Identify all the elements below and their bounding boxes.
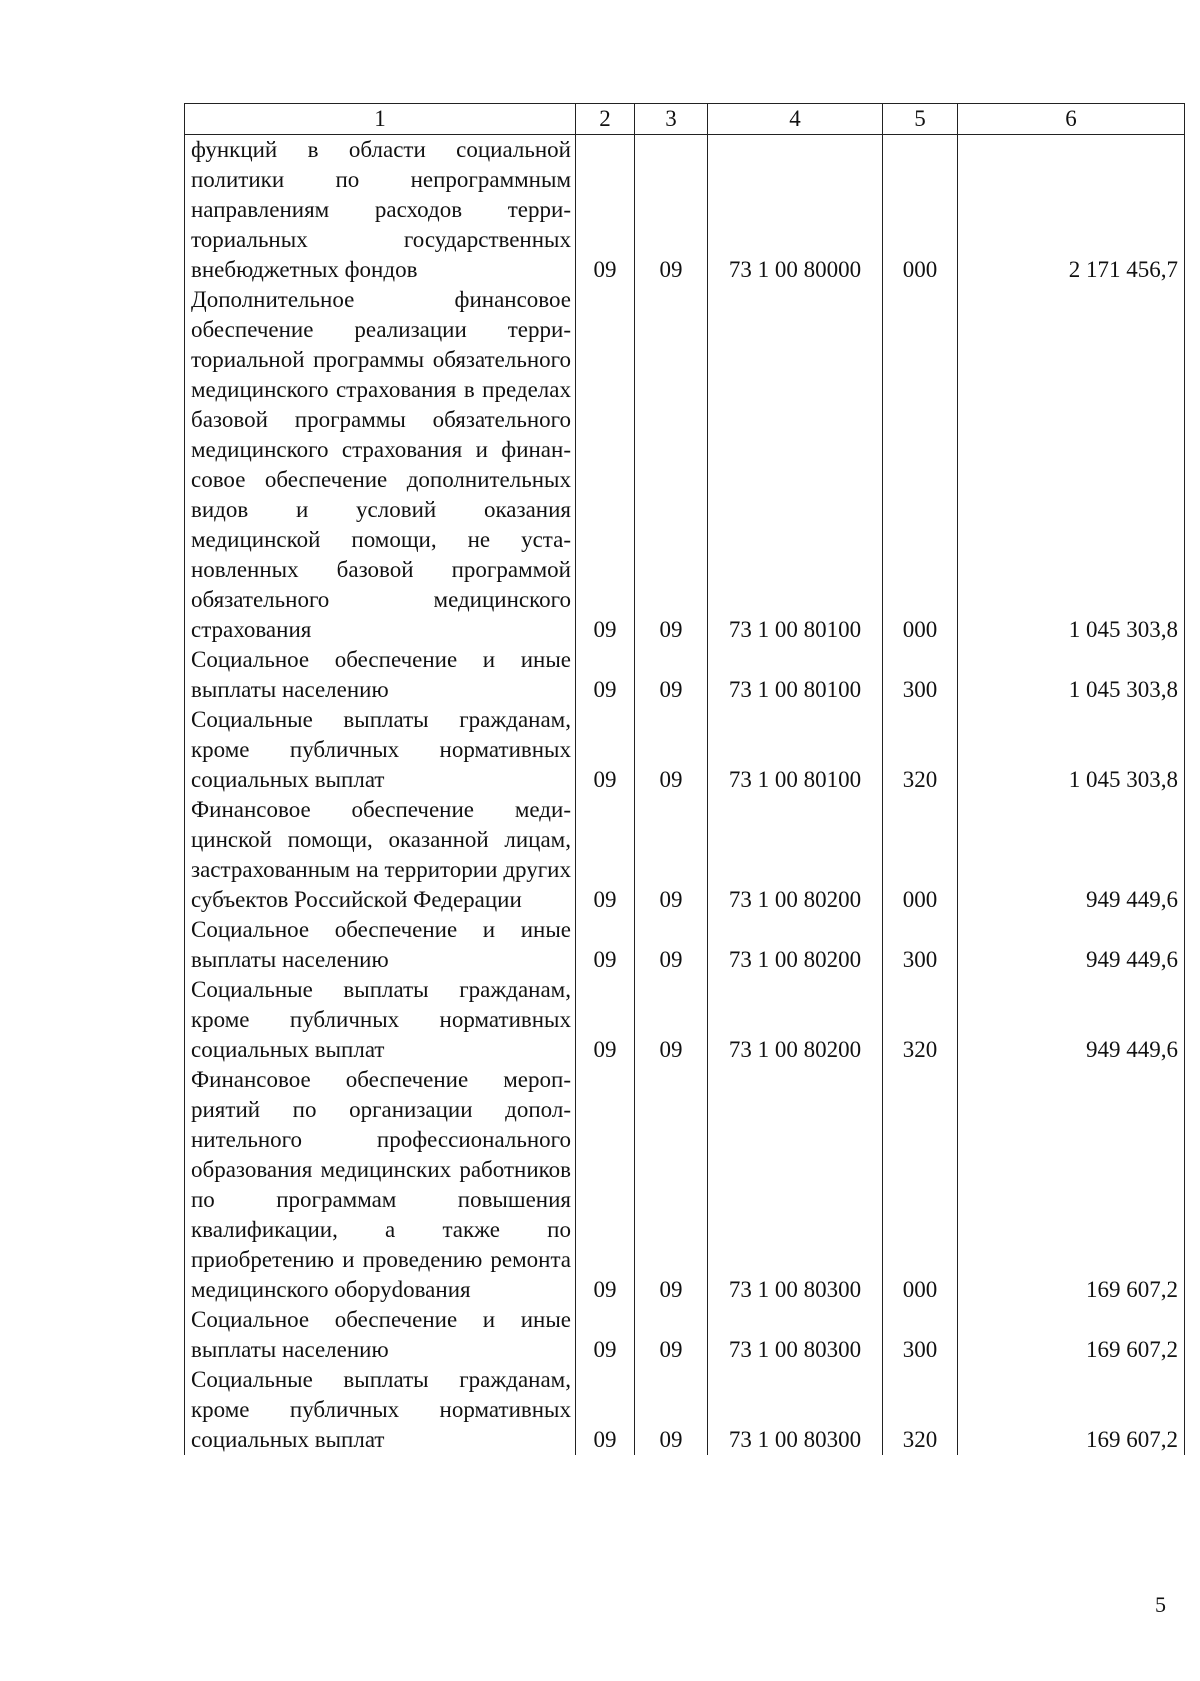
row-description: Дополнительное финансовое обеспечение реализации территориальной программы обязательного медицинского страхования в пределах базовой программы обязательного медицинского страхования и финансовое обеспечение дополнительных видов и условий оказания медицинской помощи, не установленных базовой программой обязательного медицинского страхования (185, 285, 576, 645)
table-row (185, 135, 1185, 286)
row-expense-type: 300 (883, 1305, 958, 1365)
table-row (185, 975, 1185, 1065)
row-target-code: 73 1 00 80300 (708, 1065, 883, 1305)
header-col-6: 6 (958, 104, 1185, 135)
header-col-3: 3 (635, 104, 708, 135)
row-description: Социальное обеспечение и иные выплаты населению (185, 645, 576, 705)
header-row (185, 104, 1185, 135)
row-section: 09 (576, 1365, 635, 1455)
row-target-code: 73 1 00 80200 (708, 795, 883, 915)
header-col-4: 4 (708, 104, 883, 135)
row-target-code: 73 1 00 80000 (708, 135, 883, 286)
row-target-code: 73 1 00 80100 (708, 705, 883, 795)
row-subsection: 09 (635, 645, 708, 705)
row-section: 09 (576, 1065, 635, 1305)
row-amount: 169 607,2 (958, 1365, 1185, 1455)
row-amount: 949 449,6 (958, 915, 1185, 975)
row-section: 09 (576, 975, 635, 1065)
row-target-code: 73 1 00 80100 (708, 645, 883, 705)
row-subsection: 09 (635, 1065, 708, 1305)
row-amount: 2 171 456,7 (958, 135, 1185, 286)
row-amount: 169 607,2 (958, 1065, 1185, 1305)
page-number: 5 (1155, 1592, 1166, 1617)
budget-table (184, 103, 1185, 1455)
table-row (185, 1365, 1185, 1455)
row-description: Социальные выплаты гражданам, кроме публичных нормативных социальных выплат (185, 1365, 576, 1455)
row-section: 09 (576, 915, 635, 975)
table-row (185, 285, 1185, 645)
row-amount: 169 607,2 (958, 1305, 1185, 1365)
row-amount: 1 045 303,8 (958, 285, 1185, 645)
table-row (185, 1305, 1185, 1365)
table-row (185, 645, 1185, 705)
row-expense-type: 300 (883, 645, 958, 705)
row-subsection: 09 (635, 285, 708, 645)
row-expense-type: 320 (883, 705, 958, 795)
row-amount: 949 449,6 (958, 975, 1185, 1065)
row-subsection: 09 (635, 135, 708, 286)
row-expense-type: 000 (883, 135, 958, 286)
row-subsection: 09 (635, 705, 708, 795)
row-section: 09 (576, 795, 635, 915)
row-expense-type: 000 (883, 795, 958, 915)
row-description: Социальное обеспечение и иные выплаты населению (185, 915, 576, 975)
row-subsection: 09 (635, 975, 708, 1065)
row-target-code: 73 1 00 80100 (708, 285, 883, 645)
row-amount: 1 045 303,8 (958, 645, 1185, 705)
row-target-code: 73 1 00 80300 (708, 1365, 883, 1455)
row-subsection: 09 (635, 915, 708, 975)
row-target-code: 73 1 00 80200 (708, 975, 883, 1065)
row-section: 09 (576, 135, 635, 286)
row-target-code: 73 1 00 80200 (708, 915, 883, 975)
row-expense-type: 320 (883, 1365, 958, 1455)
row-amount: 1 045 303,8 (958, 705, 1185, 795)
row-section: 09 (576, 1305, 635, 1365)
row-description: Социальные выплаты гражданам, кроме публичных нормативных социальных выплат (185, 975, 576, 1065)
row-expense-type: 320 (883, 975, 958, 1065)
table-row (185, 915, 1185, 975)
row-section: 09 (576, 645, 635, 705)
header-col-2: 2 (576, 104, 635, 135)
row-description: Финансовое обеспечение мероприятий по организации дополнительного профессионального образования медицинских работников по программам повышения квалификации, а также по приобретению и проведению ремонта медицинского оборуdования (185, 1065, 576, 1305)
row-description: Социальные выплаты гражданам, кроме публичных нормативных социальных выплат (185, 705, 576, 795)
row-expense-type: 000 (883, 285, 958, 645)
row-description: Социальное обеспечение и иные выплаты населению (185, 1305, 576, 1365)
row-description: Финансовое обеспечение медицинской помощи, оказанной лицам, застрахованным на территории других субъектов Российской Федерации (185, 795, 576, 915)
row-amount: 949 449,6 (958, 795, 1185, 915)
header-col-1: 1 (185, 104, 576, 135)
row-subsection: 09 (635, 795, 708, 915)
row-description: функций в области социальной политики по непрограммным направлениям расходов территориальных государственных внебюджетных фондов (185, 135, 576, 286)
table-row (185, 705, 1185, 795)
row-expense-type: 000 (883, 1065, 958, 1305)
header-col-5: 5 (883, 104, 958, 135)
row-section: 09 (576, 705, 635, 795)
table-row (185, 1065, 1185, 1305)
row-target-code: 73 1 00 80300 (708, 1305, 883, 1365)
table-row (185, 795, 1185, 915)
row-section: 09 (576, 285, 635, 645)
row-subsection: 09 (635, 1305, 708, 1365)
row-expense-type: 300 (883, 915, 958, 975)
row-subsection: 09 (635, 1365, 708, 1455)
